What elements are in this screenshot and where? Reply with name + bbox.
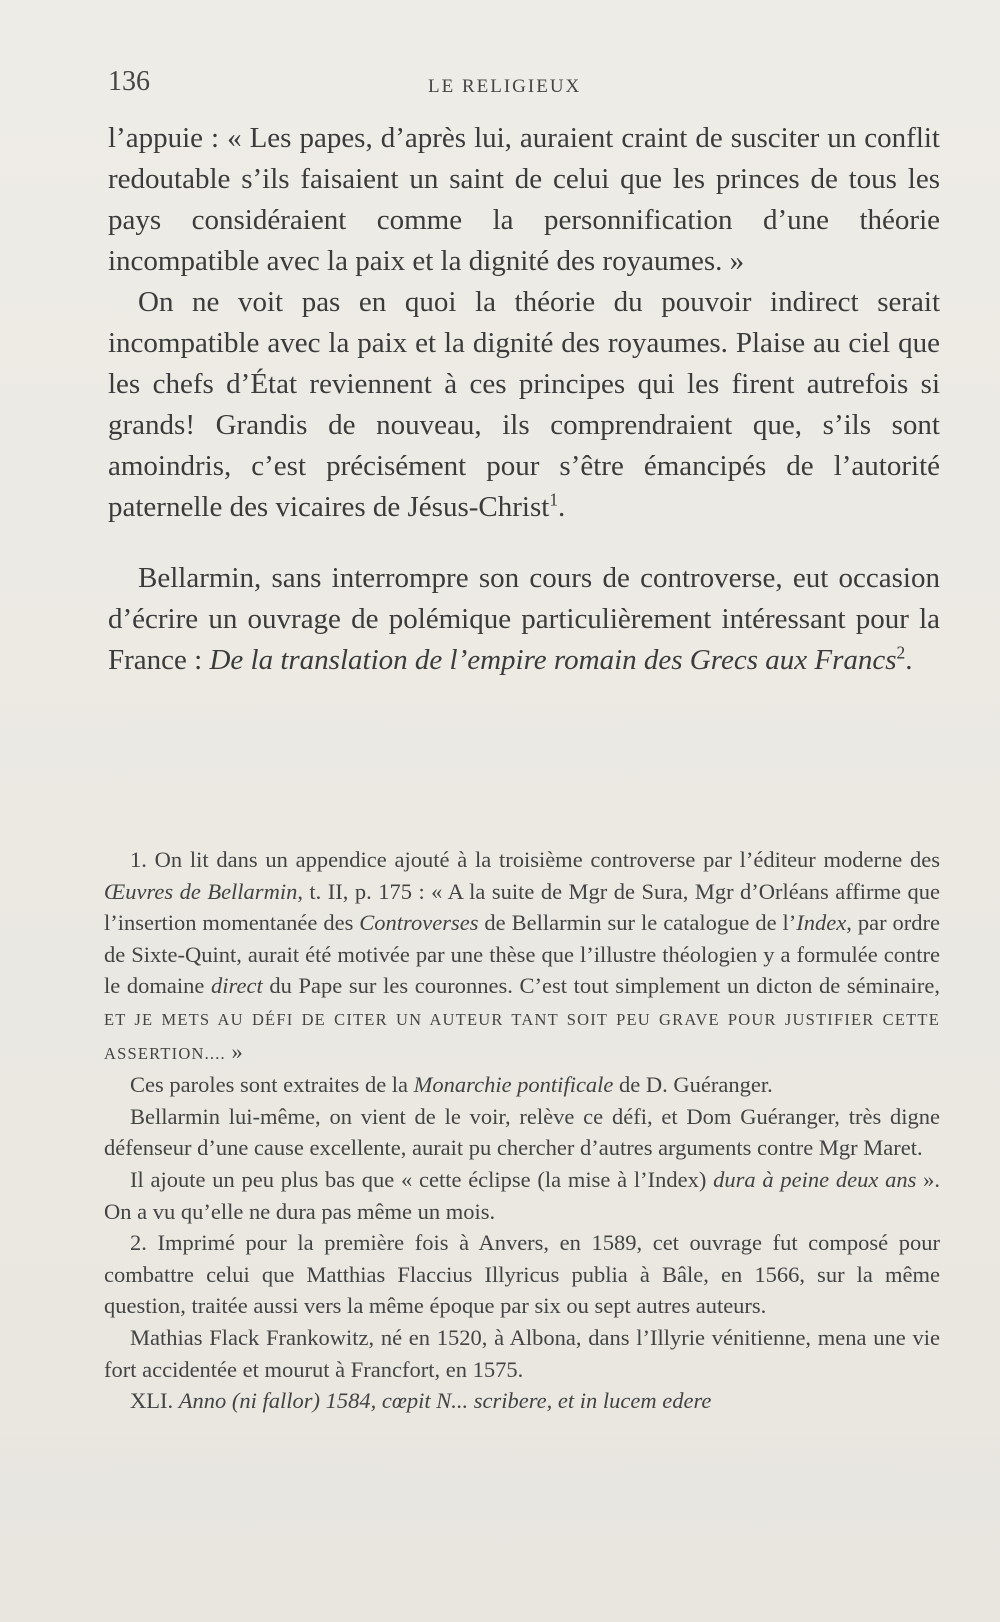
paragraph-2: [108, 282, 940, 528]
running-title: LE RELIGIEUX: [428, 76, 582, 97]
footnote-1-works-title: Œuvres de Bellarmin: [104, 878, 298, 904]
footnote-2: 2. Imprimé pour la première fois à Anvers, en 1589, cet ouvrage fut composé pour combattre celui que Matthias Flaccius Illyricus publia à Bâle, en 1566, sur la même question, traitée aussi vers la même époque par six ou sept autres auteurs.: [104, 1230, 940, 1319]
footnote-1-para-4-text-b: ». On a vu qu’elle ne dura pas même un mois.: [104, 1166, 940, 1224]
footnote-1: [104, 844, 940, 1069]
footnote-ref-2: 2: [896, 642, 906, 663]
footnote-1-close-quote: »: [225, 1038, 243, 1064]
paragraph-3: [108, 558, 940, 681]
footnote-1-para-4: [104, 1164, 940, 1227]
footnote-1-para-3: Bellarmin lui-même, on vient de le voir, relève ce défi, et Dom Guéranger, très digne défenseur d’une cause excellente, aurait pu chercher d’autres arguments contre Mgr Maret.: [104, 1103, 940, 1161]
footnote-1-text-e: du Pape sur les couronnes. C’est tout simplement un dicton de séminaire,: [262, 973, 941, 999]
work-title: De la translation de l’empire romain des Grecs aux Francs: [209, 644, 897, 676]
footnote-1-para-4-emphasis: dura à peine deux ans: [713, 1166, 917, 1192]
footnote-1-para-2-text-b: de D. Guéranger.: [613, 1072, 773, 1098]
footnote-ref-1: 1: [549, 489, 559, 510]
page-header: [108, 66, 940, 106]
footnote-1-text-c: de Bellarmin sur le catalogue de l’: [478, 910, 797, 936]
footnote-2-para-3-numeral: XLI.: [130, 1388, 179, 1414]
paragraph-2-text: On ne voit pas en quoi la théorie du pouvoir indirect serait incompatible avec la paix et la dignité des royaumes. Plaise au ciel que les chefs d’État reviennent à ces principes qui les firent autrefois si grands! Grandis de nouveau, ils comprendraient que, s’ils sont amoindris, c’est précisément pour s’être émancipés de l’autorité paternelle des vicaires de Jésus-Christ: [108, 286, 940, 523]
footnote-1-small-caps: ET JE METS AU DÉFI DE CITER UN AUTEUR TANT SOIT PEU GRAVE POUR JUSTIFIER CETTE ASSERTION....: [104, 1009, 940, 1063]
paragraph-1: l’appuie : « Les papes, d’après lui, auraient craint de susciter un conflit redoutable s’ils faisaient un saint de celui que les princes de tous les pays considéraient comme la personnification d’une théorie incompatible avec la paix et la dignité des royaumes. »: [108, 122, 940, 277]
paragraph-2-end: .: [558, 491, 566, 523]
page-number: 136: [108, 66, 150, 97]
main-text: [108, 118, 940, 681]
paragraph-3-text: Bellarmin, sans interrompre son cours de controverse, eut occasion d’écrire un ouvrage de polémique particulièrement intéressant pour la France :: [108, 562, 940, 676]
footnote-1-para-2-text-a: Ces paroles sont extraites de la: [130, 1072, 414, 1098]
footnote-1-text-a: 1. On lit dans un appendice ajouté à la troisième controverse par l’éditeur moderne des: [130, 847, 940, 872]
footnote-2-para-3: [104, 1385, 940, 1417]
footnote-1-monarchie-title: Monarchie pontificale: [413, 1072, 614, 1098]
section-gap: [108, 528, 940, 558]
footnote-1-index: Index: [796, 910, 847, 936]
footnote-1-text-b: , t. II, p. 175 : « A la suite de Mgr de Sura, Mgr d’Orléans affirme que l’insertion momentanée des: [104, 878, 940, 936]
footnote-1-text-d: , par ordre de Sixte-Quint, aurait été motivée par une thèse que l’illustre théologien y a formulée contre le domaine: [104, 910, 940, 999]
footnote-1-direct: direct: [211, 973, 263, 999]
footnote-1-controverses: Controverses: [359, 910, 479, 936]
footnote-1-para-2: [104, 1069, 940, 1101]
footnote-2-para-2: Mathias Flack Frankowitz, né en 1520, à Albona, dans l’Illyrie vénitienne, mena une vie fort accidentée et mourut à Francfort, en 1575.: [104, 1324, 940, 1382]
paragraph-3-end: .: [905, 644, 913, 676]
footnote-1-para-4-text-a: Il ajoute un peu plus bas que « cette éclipse (la mise à l’Index): [130, 1166, 714, 1192]
footnote-2-latin-quote: Anno (ni fallor) 1584, cœpit N... scribere, et in lucem edere: [178, 1388, 712, 1414]
footnotes: [104, 844, 940, 1417]
